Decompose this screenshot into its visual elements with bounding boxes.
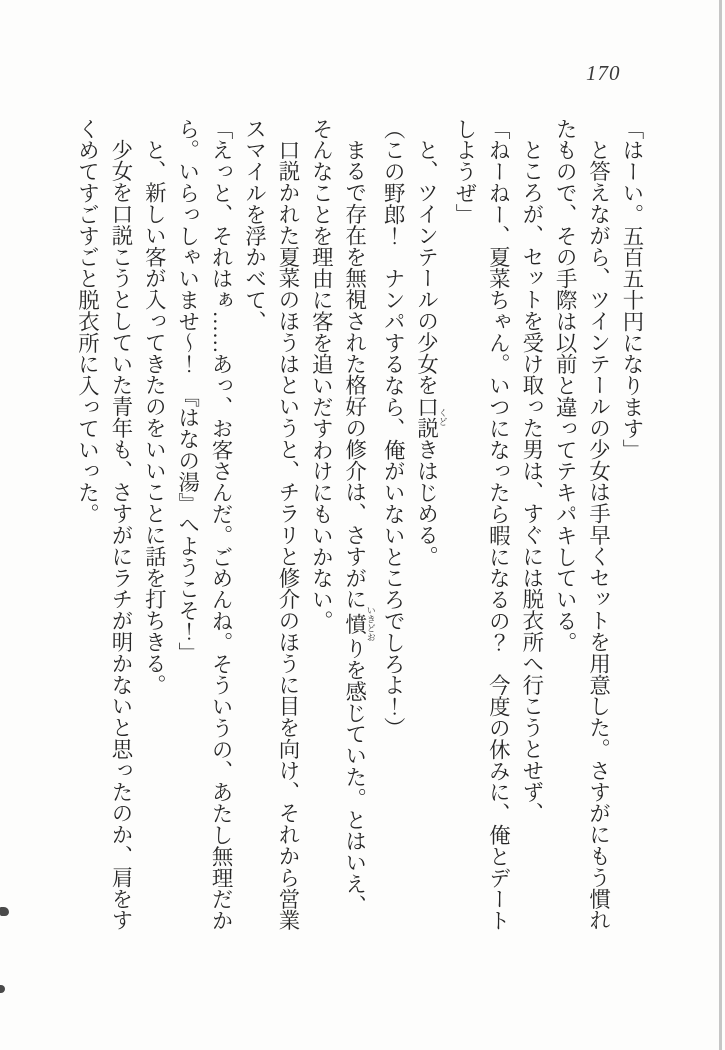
furigana-ruby: 口説 くど: [414, 396, 448, 440]
text-block: [70, 118, 648, 935]
paragraph: 少女を口説こうとしていた青年も、さすがにラチが明かないと思ったのか、肩をすくめてすごすごと脱衣所に入っていった。: [75, 118, 133, 932]
paragraph: 口説かれた夏菜のほうはというと、チラリと修介のほうに目を向け、それから営業スマイルを浮かべて、: [242, 118, 300, 932]
paragraph: ところが、セットを受け取った男は、すぐには脱衣所へ行こうとせず、: [519, 139, 544, 825]
furigana-ruby: 憤 いきどお: [342, 606, 376, 643]
scan-speck: [0, 907, 9, 916]
paragraph: （この野郎！ ナンパするなら、俺がいないところでしろよ！）: [381, 118, 406, 739]
scan-speck: [0, 985, 5, 993]
paragraph: まるで存在を無視された格好の修介は、さすがに憤 いきどおりを感じていた。とはいえ、そんなことを理由に客を追いだすわけにもいかない。: [309, 118, 376, 917]
paragraph: と、ツインテールの少女を口説 くどきはじめる。: [414, 139, 448, 568]
paragraph: 「えっと、それはぁ……あっ、お客さんだ。ごめんね。そういうの、あたし無理だから。いらっしゃいませ～！ 『はなの湯』へようこそ！」: [175, 118, 234, 932]
page-number: 170: [586, 61, 621, 85]
page-edge-line: [719, 0, 722, 1050]
paragraph: と、新しい客が入ってきたのをいいことに話を打ちきる。: [142, 139, 167, 696]
paragraph: 「ねーねー、夏菜ちゃん。いつになったら暇になるの？ 今度の休みに、俺とデートしようぜ」: [452, 118, 511, 932]
paragraph: と答えながら、ツインテールの少女は手早くセットを用意した。さすがにもう慣れたもので、その手際は以前と違ってテキパキしている。: [553, 118, 611, 932]
paragraph: 「はーい。五百五十円になります」: [620, 118, 644, 461]
